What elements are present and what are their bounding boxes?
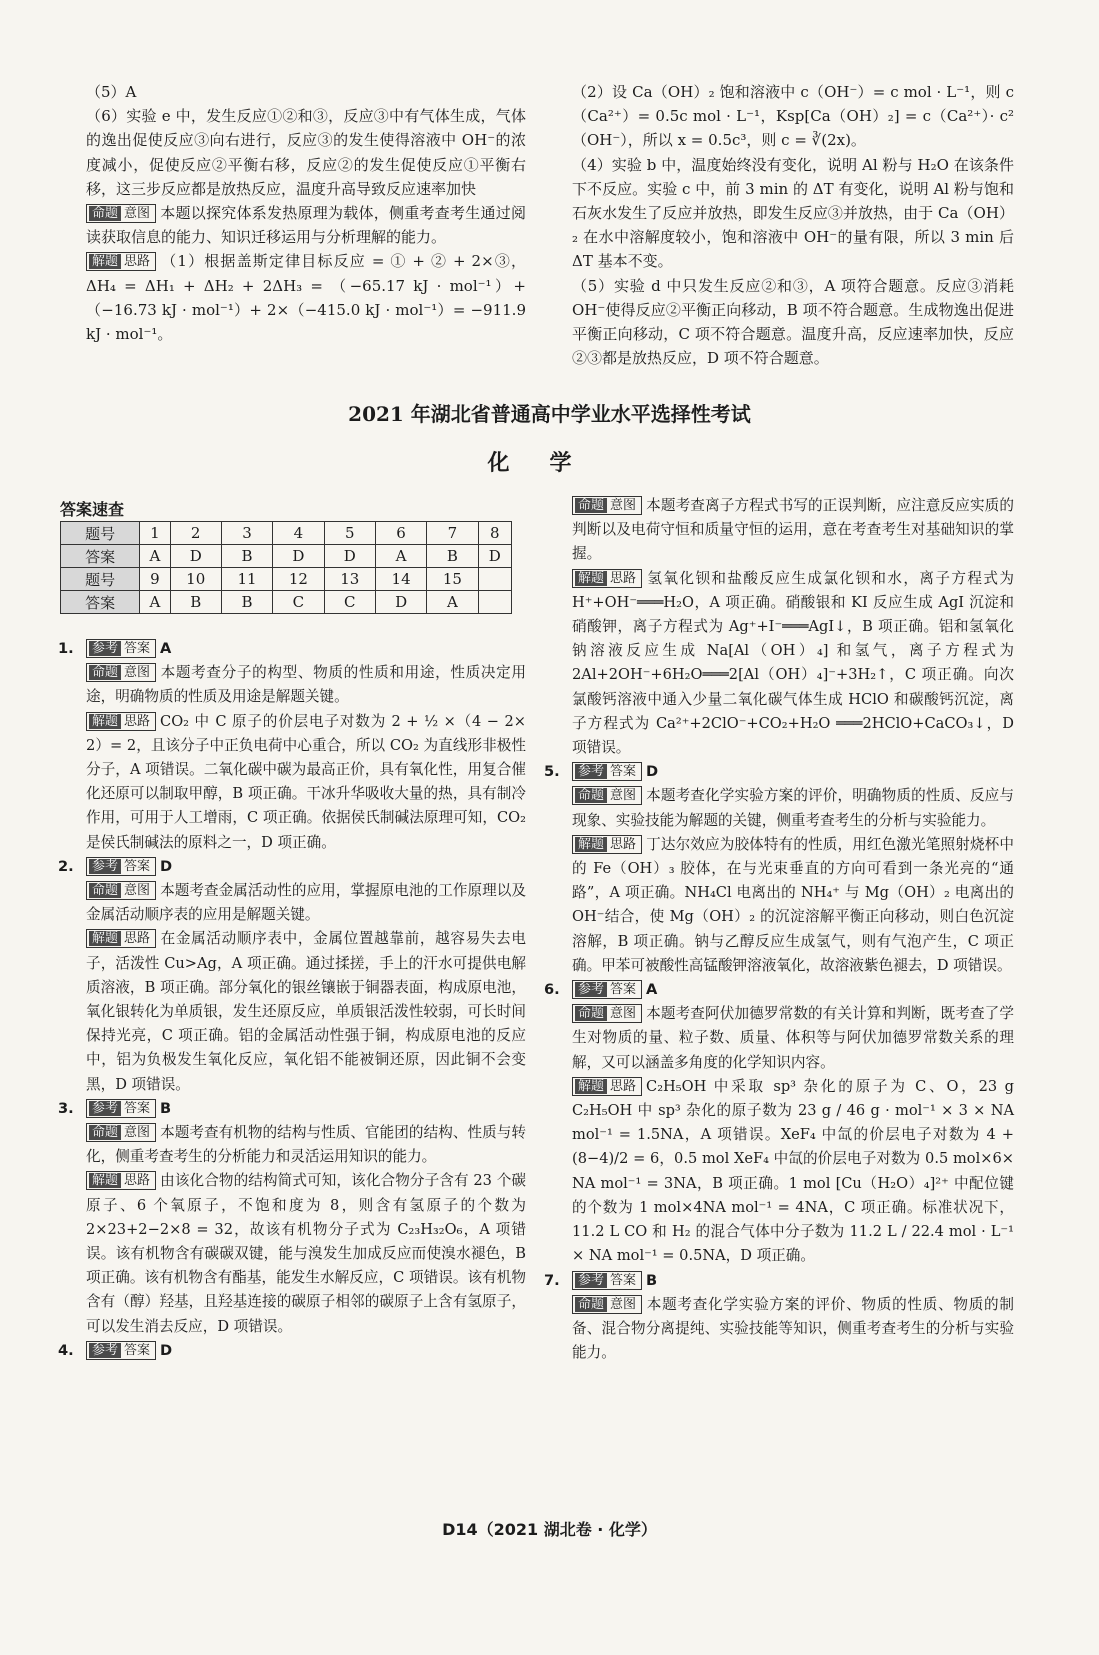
question-2: 2. 参考 答案 D 命题 意图 本题考查金属活动性的应用，掌握原电池的工作原理以及金属活动顺序表的应用是解题关键。 解题 思路 在金属活动顺序表中，金属位置越靠前，越容易失去电子，活泼性 Cu>Ag，A 项正确。通过揉搓，手上的汗水可提供电解质溶液，B 项正确。部分氧化的银丝镶嵌于铜器表面，构成原电池，氧化银转化为单质银，发生还原反应，单质银活泼性较弱，可长时间保持光亮，C 项正确。铝的金属活动性强于铜，构成原电池的反应中，铝为负极发生氧化反应，氧化铝不能被铜还原，因此铜不会变黑，D 项错误。	[58, 857, 526, 1093]
intent-tag: 命题 意图	[572, 1295, 642, 1314]
table-cell: 11	[221, 568, 272, 591]
top-right-column	[572, 80, 1014, 370]
table-cell: 13	[324, 568, 375, 591]
table-cell: B	[427, 545, 478, 568]
intent-tag: 命题 意图	[86, 663, 156, 682]
reference-tag: 参考 答案	[86, 1099, 156, 1118]
table-cell: C	[273, 591, 324, 614]
table-cell: B	[170, 591, 221, 614]
table-cell: B	[221, 591, 272, 614]
table-cell: 10	[170, 568, 221, 591]
table-cell: A	[140, 591, 170, 614]
table-cell: 7	[427, 522, 478, 545]
table-row	[61, 545, 512, 568]
reference-tag: 参考 答案	[572, 980, 642, 999]
table-cell: 题号	[61, 568, 140, 591]
question-1: 1. 参考 答案 A 命题 意图 本题考查分子的构型、物质的性质和用途，性质决定用途，明确物质的性质及用途是解题关键。 解题 思路 CO₂ 中 C 原子的价层电子对数为 2 + ½ ×（4 − 2× 2）= 2，且该分子中正负电荷中心重合，所以 CO₂ 为直线形非极性分子，A 项错误。二氧化碳中碳为最高正价，具有氧化性，用复合催化还原可以制取甲醇，B 项正确。干冰升华吸收大量的热，具有制冷作用，可用于人工增雨，C 项正确。依据侯氏制碱法原理可知，CO₂ 是侯氏制碱法的原料之一，D 项正确。	[58, 640, 526, 851]
table-cell: D	[273, 545, 324, 568]
table-cell: A	[427, 591, 478, 614]
table-cell: A	[375, 545, 426, 568]
table-row	[61, 591, 512, 614]
solve-tag: 解题 思路	[572, 1077, 642, 1096]
table-cell: 9	[140, 568, 170, 591]
top-left-column	[86, 80, 526, 346]
answer-table	[60, 521, 512, 614]
text-paragraph: （5）实验 d 中只发生反应②和③，A 项符合题意。反应③消耗 OH⁻使得反应②平衡正向移动，B 项不符合题意。生成物逸出促进平衡正向移动，C 项不符合题意。温度升高，反应速率加快，反应②③都是放热反应，D 项不符合题意。	[572, 276, 1014, 368]
table-row	[61, 522, 512, 545]
table-cell	[478, 568, 511, 591]
table-cell: 答案	[61, 545, 140, 568]
solve-tag: 解题 思路	[86, 1171, 156, 1190]
text-line: （5）A	[86, 83, 137, 101]
question-4-cont: 命题 意图 本题考查离子方程式书写的正误判断，应注意反应实质的判断以及电荷守恒和质量守恒的运用，意在考查考生对基础知识的掌握。 解题 思路 氢氧化钡和盐酸反应生成氯化钡和水，离子方程式为 H⁺+OH⁻═══H₂O，A 项正确。硝酸银和 KI 反应生成 AgI 沉淀和硝酸钾，离子方程式为 Ag⁺+I⁻═══AgI↓，B 项正确。铝和氢氧化钠溶液反应生成 Na[Al（OH）₄] 和氢气，离子方程式为 2Al+2OH⁻+6H₂O═══2[Al（OH）₄]⁻+3H₂↑，C 项正确。向次氯酸钙溶液中通入少量二氧化碳气体生成 HClO 和碳酸钙沉淀，离子方程式为 Ca²⁺+2ClO⁻+CO₂+H₂O ═══2HClO+CaCO₃↓，D 项错误。	[572, 497, 1014, 757]
table-cell: 答案	[61, 591, 140, 614]
question-4: 4. 参考 答案 D	[58, 1341, 173, 1359]
table-cell	[478, 591, 511, 614]
reference-tag: 参考 答案	[572, 762, 642, 781]
solve-tag: 解题 思路	[86, 712, 156, 731]
table-cell: 2	[170, 522, 221, 545]
text-paragraph: （4）实验 b 中，温度始终没有变化，说明 Al 粉与 H₂O 在该条件下不反应。实验 c 中，前 3 min 的 ΔT 有变化，说明 Al 粉与饱和石灰水发生了反应并放热，即发生反应③并放热，由于 Ca（OH）₂ 在水中溶解度较小，饱和溶液中 OH⁻的量有限，所以 3 min 后 ΔT 基本不变。	[572, 155, 1014, 271]
table-cell: D	[375, 591, 426, 614]
table-cell: 题号	[61, 522, 140, 545]
subject-title: 化学	[487, 450, 612, 476]
question-6: 6. 参考 答案 A 命题 意图 本题考查阿伏加德罗常数的有关计算和判断，既考查了学生对物质的量、粒子数、质量、体积等与阿伏加德罗常数关系的理解，又可以涵盖多角度的化学知识内容。 解题 思路 C₂H₅OH 中采取 sp³ 杂化的原子为 C、O，23 g C₂H₅OH 中 sp³ 杂化的原子数为 23 g / 46 g · mol⁻¹ × 3 × NA mol⁻¹ = 1.5NA，A 项错误。XeF₄ 中氙的价层电子对数为 4 + (8−4)/2 = 6，0.5 mol XeF₄ 中氙的价层电子对数为 0.5 mol×6× NA mol⁻¹ = 3NA，B 项正确。1 mol [Cu（H₂O）₄]²⁺ 中配位键的个数为 1 mol×4NA mol⁻¹ = 4NA，C 项正确。标准状况下，11.2 L CO 和 H₂ 的混合气体中分子数为 11.2 L / 22.4 mol · L⁻¹ × NA mol⁻¹ = 0.5NA，D 项正确。	[544, 981, 1014, 1265]
intent-paragraph: 命题 意图 本题以探究体系发热原理为载体，侧重考查考生通过阅读获取信息的能力、知识迁移运用与分析理解的能力。	[86, 204, 526, 247]
reference-tag: 参考 答案	[86, 857, 156, 876]
table-cell: 4	[273, 522, 324, 545]
table-cell: D	[170, 545, 221, 568]
solve-tag: 解题 思路	[86, 252, 156, 271]
quick-answer-label: 答案速查	[60, 500, 125, 519]
intent-tag: 命题 意图	[572, 786, 642, 805]
intent-tag: 命题 意图	[86, 1123, 156, 1142]
solve-paragraph: 解题 思路 （1）根据盖斯定律目标反应 = ① + ② + 2×③，ΔH₄ = ΔH₁ + ΔH₂ + 2ΔH₃ = （−65.17 kJ · mol⁻¹）+（−16.73 kJ · mol⁻¹）+ 2×（−415.0 kJ · mol⁻¹）= −911.9 kJ · mol⁻¹。	[86, 252, 526, 344]
question-3: 3. 参考 答案 B 命题 意图 本题考查有机物的结构与性质、官能团的结构、性质与转化，侧重考查考生的分析能力和灵活运用知识的能力。 解题 思路 由该化合物的结构简式可知，该化合物分子含有 23 个碳原子、6 个氧原子，不饱和度为 8，则含有氢原子的个数为 2×23+2−2×8 = 32，故该有机物分子式为 C₂₃H₃₂O₆，A 项错误。该有机物含有碳碳双键，能与溴发生加成反应而使溴水褪色，B 项正确。该有机物含有酯基，能发生水解反应，C 项错误。该有机物含有（醇）羟基，且羟基连接的碳原子相邻的碳原子上含有氢原子，可以发生消去反应，D 项错误。	[58, 1099, 526, 1335]
text-paragraph: （2）设 Ca（OH）₂ 饱和溶液中 c（OH⁻）= c mol · L⁻¹，则 c（Ca²⁺）= 0.5c mol · L⁻¹，Ksp[Ca（OH）₂] = c（Ca²⁺）· c²（OH⁻），所以 x = 0.5c³，则 c = ∛(2x)。	[572, 83, 1014, 150]
solve-tag: 解题 思路	[572, 569, 642, 588]
intent-tag: 命题 意图	[572, 496, 642, 515]
reference-tag: 参考 答案	[572, 1271, 642, 1290]
intent-tag: 命题 意图	[572, 1004, 642, 1023]
table-cell: 1	[140, 522, 170, 545]
table-row	[61, 568, 512, 591]
intent-tag: 命题 意图	[86, 204, 156, 223]
table-cell: C	[324, 591, 375, 614]
reference-tag: 参考 答案	[86, 1341, 156, 1360]
solve-tag: 解题 思路	[572, 835, 642, 854]
reference-tag: 参考 答案	[86, 639, 156, 658]
solve-tag: 解题 思路	[86, 929, 156, 948]
lower-left-column	[58, 637, 526, 1363]
table-cell: A	[140, 545, 170, 568]
question-5: 5. 参考 答案 D 命题 意图 本题考查化学实验方案的评价，明确物质的性质、反应与现象、实验技能为解题的关键，侧重考查考生的分析与实验能力。 解题 思路 丁达尔效应为胶体特有的性质，用红色激光笔照射烧杯中的 Fe（OH）₃ 胶体，在与光束垂直的方向可看到一条光亮的“通路”，A 项正确。NH₄Cl 电离出的 NH₄⁺ 与 Mg（OH）₂ 电离出的 OH⁻结合，使 Mg（OH）₂ 的沉淀溶解平衡正向移动，则白色沉淀溶解，B 项正确。钠与乙醇反应生成氢气，则有气泡产生，C 项正确。甲苯可被酸性高锰酸钾溶液氧化，故溶液紫色褪去，D 项错误。	[544, 763, 1014, 974]
exam-title: 2021 年湖北省普通高中学业水平选择性考试	[348, 402, 751, 426]
table-cell: B	[221, 545, 272, 568]
table-cell: 12	[273, 568, 324, 591]
lower-right-column	[544, 494, 1014, 1365]
table-cell: 15	[427, 568, 478, 591]
page-footer: D14（2021 湖北卷 · 化学）	[442, 1520, 657, 1539]
intent-tag: 命题 意图	[86, 881, 156, 900]
table-cell: 5	[324, 522, 375, 545]
text-paragraph: （6）实验 e 中，发生反应①②和③，反应③中有气体生成，气体的逸出促使反应③向右进行，反应③的发生使得溶液中 OH⁻的浓度减小，促使反应②平衡右移，反应②的发生促使反应①平衡右移，这三步反应都是放热反应，温度升高导致反应速率加快	[86, 107, 526, 198]
table-cell: D	[324, 545, 375, 568]
table-cell: D	[478, 545, 511, 568]
question-7: 7. 参考 答案 B 命题 意图 本题考查化学实验方案的评价、物质的性质、物质的制备、混合物分离提纯、实验技能等知识，侧重考查考生的分析与实验能力。	[544, 1271, 1014, 1362]
table-cell: 14	[375, 568, 426, 591]
table-cell: 8	[478, 522, 511, 545]
table-cell: 6	[375, 522, 426, 545]
table-cell: 3	[221, 522, 272, 545]
